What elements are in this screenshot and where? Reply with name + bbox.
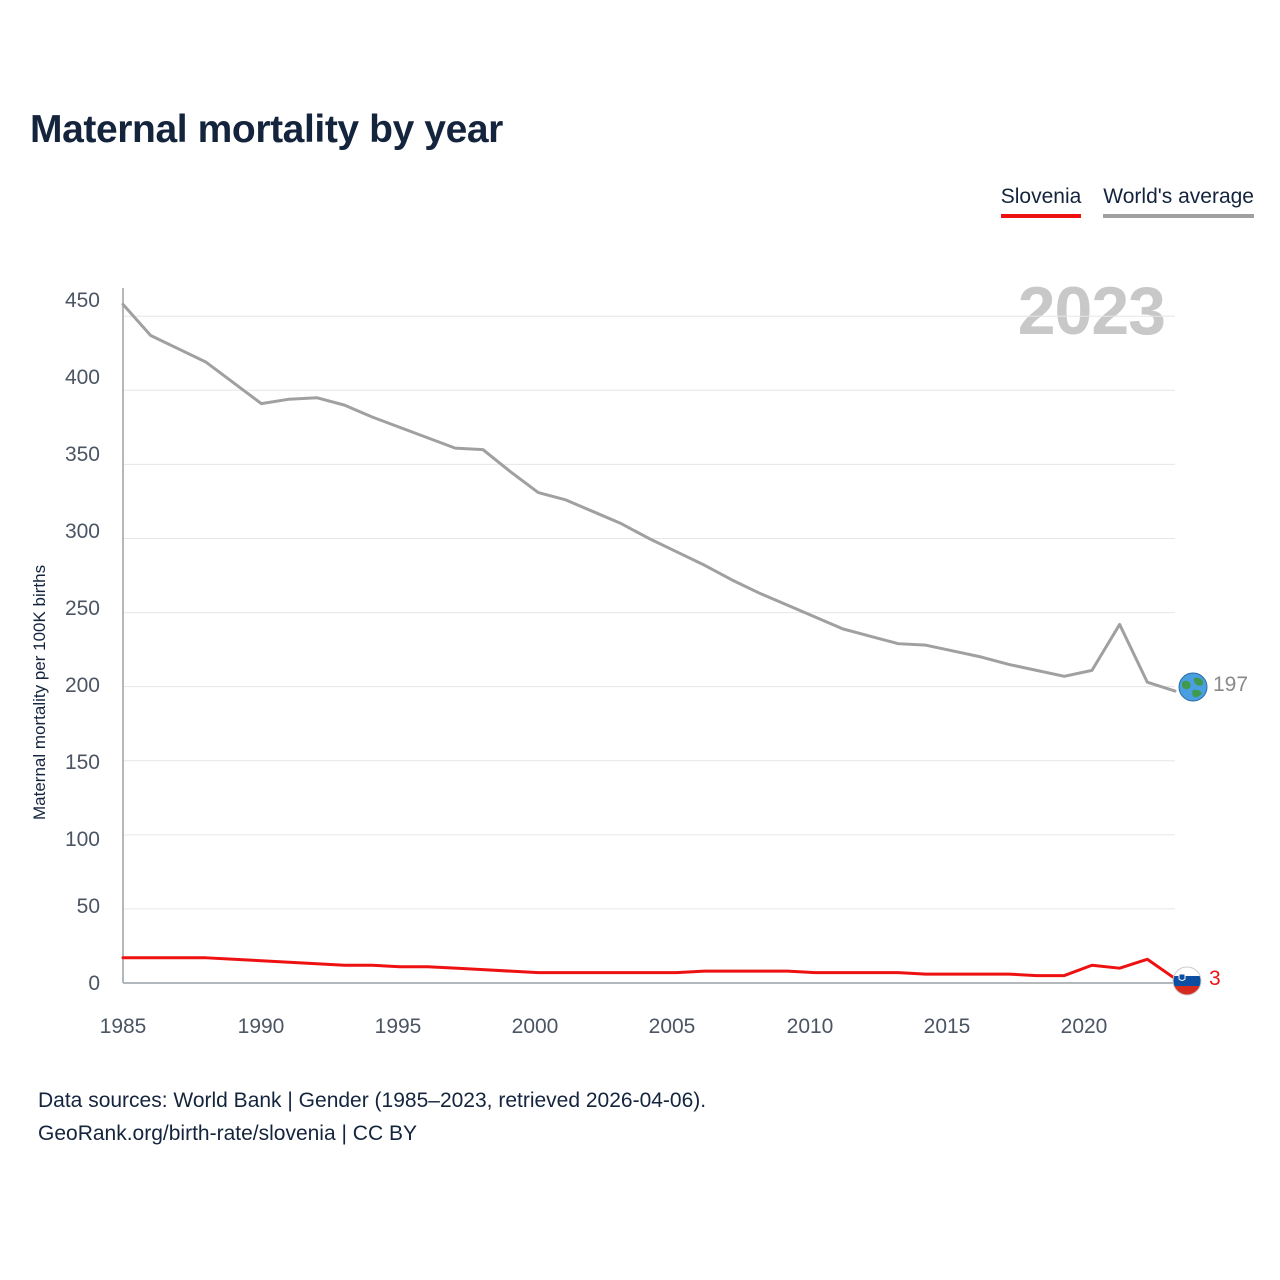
y-tick-300: 300 [64,520,100,543]
legend-item-world-average[interactable]: World's average [1103,185,1254,218]
world-end-value: 197 [1213,673,1249,696]
y-tick-150: 150 [64,751,100,774]
slovenia-flag-icon [1172,966,1202,996]
y-tick-50: 50 [76,895,100,918]
series-line-world-average [123,304,1175,691]
x-tick-2005: 2005 [648,1015,696,1038]
x-tick-2000: 2000 [511,1015,559,1038]
y-tick-250: 250 [64,597,100,620]
footer-sources [38,1085,706,1150]
year-badge: 2023 [1017,273,1165,349]
country-end-value: 3 [1209,967,1221,990]
x-tick-1995: 1995 [374,1015,422,1038]
y-tick-450: 450 [64,289,100,312]
legend-item-slovenia[interactable]: Slovenia [1001,185,1082,218]
x-tick-2020: 2020 [1060,1015,1108,1038]
y-tick-400: 400 [64,366,100,389]
footer-line-2: GeoRank.org/birth-rate/slovenia | CC BY [38,1121,417,1145]
x-tick-2015: 2015 [923,1015,971,1038]
x-tick-1990: 1990 [237,1015,285,1038]
x-tick-2010: 2010 [786,1015,834,1038]
globe-icon [1178,672,1208,702]
x-tick-1985: 1985 [99,1015,147,1038]
y-tick-200: 200 [64,674,100,697]
series-line-slovenia [123,958,1175,979]
y-tick-350: 350 [64,443,100,466]
y-axis-label: Maternal mortality per 100K births [30,564,49,820]
page-title: Maternal mortality by year [30,108,503,151]
footer-line-1: Data sources: World Bank | Gender (1985–2023, retrieved 2026-04-06). [38,1089,707,1112]
y-tick-100: 100 [64,828,100,851]
y-tick-0: 0 [88,972,100,995]
